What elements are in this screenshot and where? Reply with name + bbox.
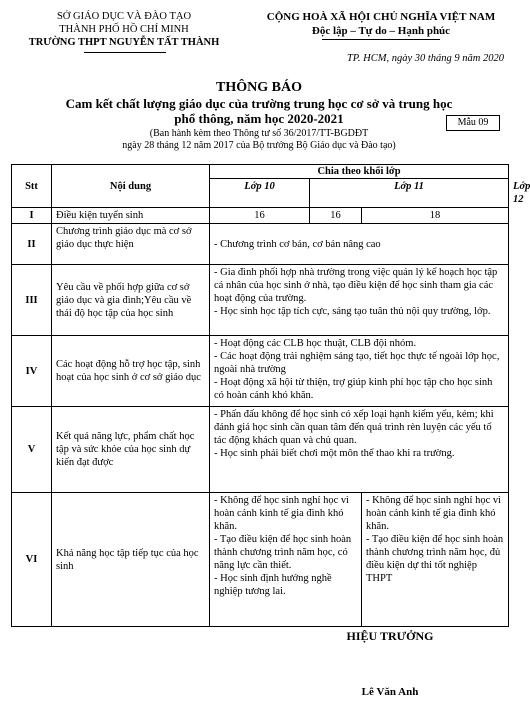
legal-basis-line2: ngày 28 tháng 12 năm 2017 của Bộ trưởng Bộ Giáo dục và Đào tạo) xyxy=(122,140,396,151)
col-content-header: Nội dung xyxy=(52,165,210,208)
state-name: CỘNG HOÀ XÃ HỘI CHỦ NGHĨA VIỆT NAM xyxy=(266,11,496,23)
row-stt: VI xyxy=(12,493,52,627)
table-row xyxy=(12,208,509,224)
notice-subtitle-line2: phổ thông, năm học 2020-2021 xyxy=(174,111,344,126)
signature-name: Lê Văn Anh xyxy=(361,686,419,698)
detail-line: - Học sinh phải biết chơi một môn thể thao khi ra trường. xyxy=(214,448,455,459)
state-header xyxy=(250,10,512,38)
table-row xyxy=(12,493,509,627)
issue-date: TP. HCM, ngày 30 tháng 9 năm 2020 xyxy=(346,53,504,64)
school-underline xyxy=(84,52,166,53)
row-detail xyxy=(210,336,509,407)
detail-line: - Gia đình phối hợp nhà trường trong việc quản lý kế hoạch học tập cá nhân của học sinh ở nhà, tạo điều kiện để học sinh tham gia các hoạt động của trường. xyxy=(214,267,498,304)
table-row xyxy=(12,336,509,407)
row-stt: V xyxy=(12,407,52,493)
detail-line: - Hoạt động xã hội từ thiện, trợ giúp kinh phí học tập cho học sinh có hoàn cảnh khó khăn. xyxy=(214,377,493,401)
detail-line: - Phấn đấu không để học sinh có xếp loại hạnh kiểm yếu, kém; khi đánh giá học sinh cần quan tâm đến quá trình rèn luyện các yếu tố tác động khách quan và chủ quan. xyxy=(214,409,494,446)
row-stt: II xyxy=(12,224,52,265)
table-row xyxy=(12,224,509,265)
detail-line: - Không để học sinh nghỉ học vì hoàn cảnh kinh tế gia đình khó khăn. xyxy=(366,495,502,532)
detail-line: - Tạo điều kiện để học sinh hoàn thành chương trình năm học, có năng lực cần thiết. xyxy=(214,534,352,571)
row-detail xyxy=(210,407,509,493)
row-content: Khả năng học tập tiếp tục của học sinh xyxy=(52,493,210,627)
notice-subtitle xyxy=(20,96,498,126)
agency-line1: SỞ GIÁO DỤC VÀ ĐÀO TẠO xyxy=(56,11,192,22)
state-motto: Độc lập – Tự do – Hạnh phúc xyxy=(311,25,451,37)
table-header-row xyxy=(12,165,509,179)
col-group-header: Chia theo khối lớp xyxy=(210,165,509,179)
school-name: TRƯỜNG THPT NGUYỄN TẤT THÀNH xyxy=(28,37,220,48)
detail-line: - Học sinh học tập tích cực, sáng tạo tuân thủ nội quy trường, lớp. xyxy=(214,306,491,317)
detail-line: - Hoạt động các CLB học thuật, CLB đội nhóm. xyxy=(214,338,417,349)
row-detail-right xyxy=(362,493,509,627)
table-row xyxy=(12,265,509,336)
form-number-badge: Mẫu 09 xyxy=(446,115,500,131)
grade-11-value: 16 xyxy=(310,208,362,224)
legal-basis-line1: (Ban hành kèm theo Thông tư số 36/2017/TT-BGDĐT xyxy=(149,128,369,139)
row-content: Chương trình giáo dục mà cơ sở giáo dục thực hiện xyxy=(52,224,210,265)
detail-line: - Các hoạt động trải nghiệm sáng tạo, tiết học thực tế ngoài lớp học, ngoài nhà trường xyxy=(214,351,500,375)
agency-line2: THÀNH PHỐ HỒ CHÍ MINH xyxy=(59,24,189,35)
row-stt: I xyxy=(12,208,52,224)
detail-line: - Học sinh định hướng nghề nghiệp tương lai. xyxy=(214,573,332,597)
row-content: Yêu cầu về phối hợp giữa cơ sở giáo dục và gia đình;Yêu cầu về thái độ học tập của học sinh xyxy=(52,265,210,336)
row-detail-left xyxy=(210,493,362,627)
row-content: Kết quả năng lực, phẩm chất học tập và sức khỏe của học sinh dự kiến đạt được xyxy=(52,407,210,493)
grade-12-value: 18 xyxy=(362,208,509,224)
commitment-table xyxy=(11,164,530,627)
detail-line: - Tạo điều kiện để học sinh hoàn thành chương trình năm học, đủ điều kiện dự thi tốt nghiệp THPT xyxy=(366,534,504,584)
col-stt-header: Stt xyxy=(12,165,52,208)
row-detail: - Chương trình cơ bản, cơ bản nâng cao xyxy=(210,224,509,265)
legal-basis-note xyxy=(20,128,498,152)
agency-header xyxy=(14,10,234,49)
grade-10-header: Lớp 10 xyxy=(210,179,310,208)
grade-10-value: 16 xyxy=(210,208,310,224)
row-content: Điều kiện tuyển sinh xyxy=(52,208,210,224)
notice-subtitle-line1: Cam kết chất lượng giáo dục của trường trung học cơ sở và trung học xyxy=(65,96,453,111)
signature-title: HIỆU TRƯỞNG xyxy=(346,629,434,643)
row-detail xyxy=(210,265,509,336)
grade-11-header: Lớp 11 xyxy=(310,179,509,208)
motto-underline xyxy=(322,39,440,40)
detail-line: - Không để học sinh nghỉ học vì hoàn cảnh kinh tế gia đình khó khăn. xyxy=(214,495,350,532)
notice-title: THÔNG BÁO xyxy=(216,80,302,95)
table-grade-row: Lớp 10 Lớp 11 Lớp 12 xyxy=(12,179,509,208)
row-stt: III xyxy=(12,265,52,336)
table-row xyxy=(12,407,509,493)
row-stt: IV xyxy=(12,336,52,407)
row-content: Các hoạt động hỗ trợ học tập, sinh hoạt của học sinh ở cơ sở giáo dục xyxy=(52,336,210,407)
